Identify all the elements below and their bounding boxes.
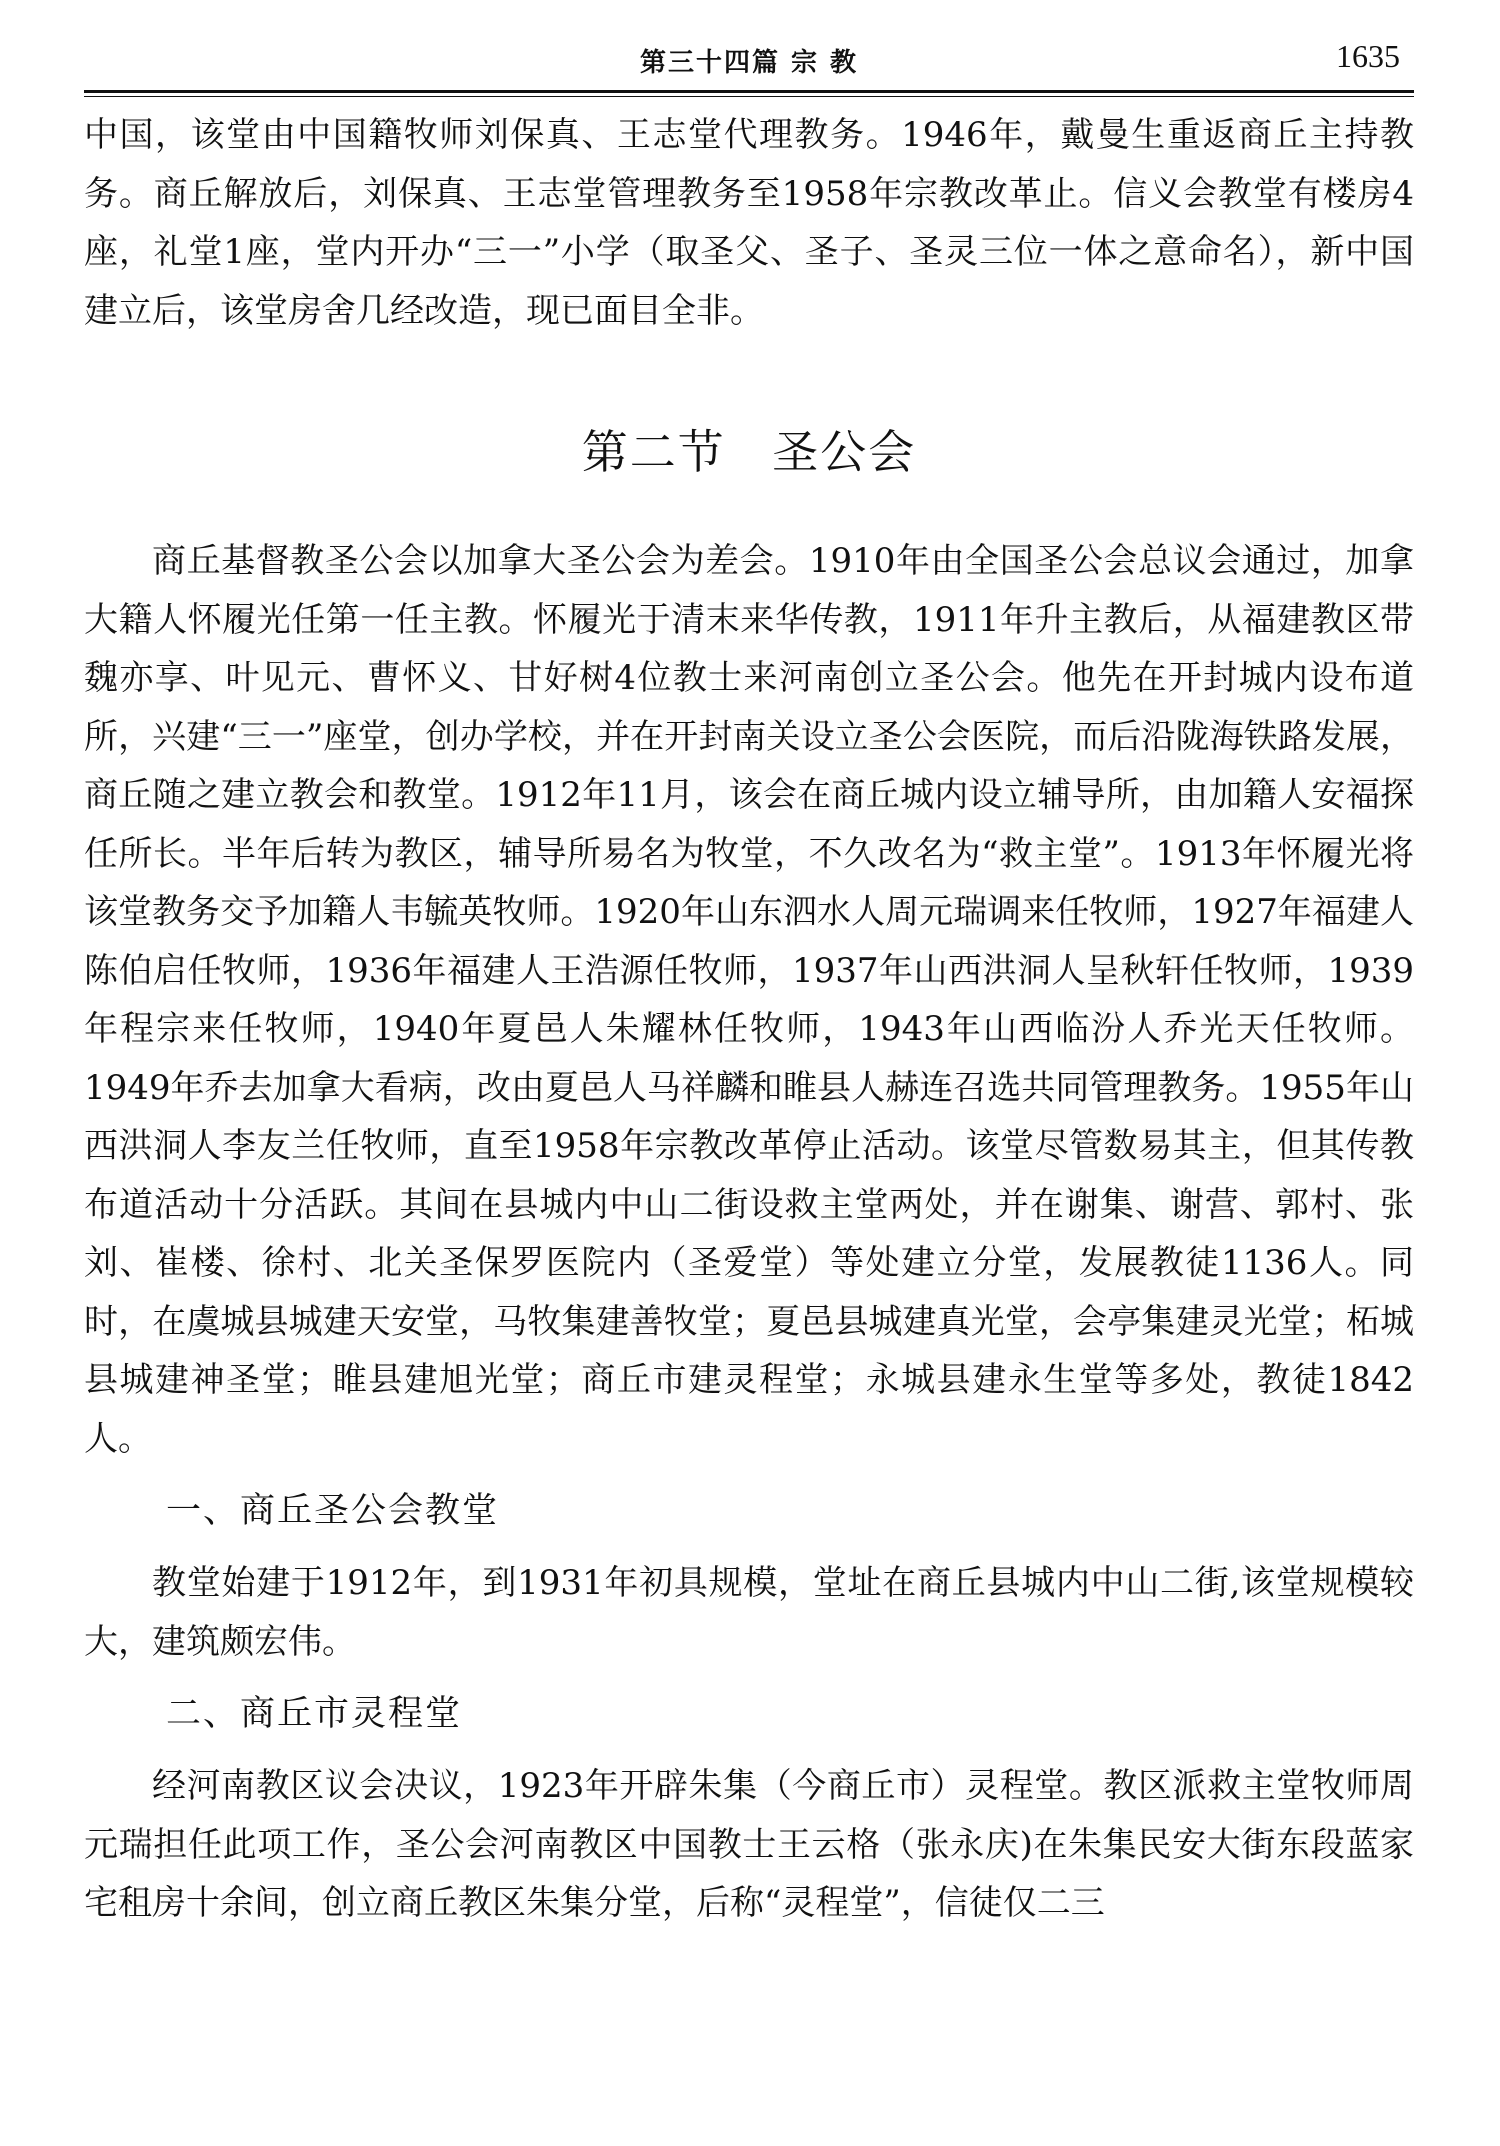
page-header: [84, 38, 1414, 88]
paragraph-continuation: 中国，该堂由中国籍牧师刘保真、王志堂代理教务。1946年，戴曼生重返商丘主持教务。商丘解放后，刘保真、王志堂管理教务至1958年宗教改革止。信义会教堂有楼房4座，礼堂1座，堂内开办“三一”小学（取圣父、圣子、圣灵三位一体之意命名），新中国建立后，该堂房舍几经改造，现已面目全非。: [84, 115, 1414, 331]
running-title: 第三十四篇 宗 教: [639, 48, 859, 78]
section-title: 第二节 圣公会: [581, 425, 917, 479]
paragraph-anglican-history: 商丘基督教圣公会以加拿大圣公会为差会。1910年由全国圣公会总议会通过，加拿大籍人怀履光任第一任主教。怀履光于清末来华传教，1911年升主教后，从福建教区带魏亦享、叶见元、曹怀义、甘好树4位教士来河南创立圣公会。他先在开封城内设布道所，兴建“三一”座堂，创办学校，并在开封南关设立圣公会医院，而后沿陇海铁路发展，商丘随之建立教会和教堂。1912年11月，该会在商丘城内设立辅导所，由加籍人安福探任所长。半年后转为教区，辅导所易名为牧堂，不久改名为“救主堂”。1913年怀履光将该堂教务交予加籍人韦毓英牧师。1920年山东泗水人周元瑞调来任牧师，1927年福建人陈伯启任牧师，1936年福建人王浩源任牧师，1937年山西洪洞人呈秋轩任牧师，1939年程宗来任牧师，1940年夏邑人朱耀林任牧师，1943年山西临汾人乔光天任牧师。1949年乔去加拿大看病，改由夏邑人马祥麟和睢县人赫连召选共同管理教务。1955年山西洪洞人李友兰任牧师，直至1958年宗教改革停止活动。该堂尽管数易其主，但其传教布道活动十分活跃。其间在县城内中山二街设救主堂两处，并在谢集、谢营、郭村、张刘、崔楼、徐村、北关圣保罗医院内（圣爱堂）等处建立分堂，发展教徒1136人。同时，在虞城县城建天安堂，马牧集建善牧堂；夏邑县城建真光堂，会亭集建灵光堂；柘城县城建神圣堂；睢县建旭光堂；商丘市建灵程堂；永城县建永生堂等多处，教徒1842人。: [84, 541, 1414, 1459]
paragraph-lingcheng-hall: 经河南教区议会决议，1923年开辟朱集（今商丘市）灵程堂。教区派救主堂牧师周元瑞担任此项工作，圣公会河南教区中国教士王云格（张永庆)在朱集民安大街东段蓝家宅租房十余间，创立商丘教区朱集分堂，后称“灵程堂”，信徒仅二三: [84, 1766, 1414, 1923]
page-content: [84, 106, 1414, 1933]
page-number: 1635: [1336, 38, 1400, 74]
header-rule-thin: [84, 96, 1414, 97]
subheading-church: 一、商丘圣公会教堂: [166, 1491, 500, 1531]
header-rule-thick: [84, 90, 1414, 93]
paragraph-church: 教堂始建于1912年，到1931年初具规模，堂址在商丘县城内中山二街,该堂规模较大，建筑颇宏伟。: [84, 1563, 1414, 1662]
subheading-lingcheng-hall: 二、商丘市灵程堂: [166, 1694, 463, 1734]
